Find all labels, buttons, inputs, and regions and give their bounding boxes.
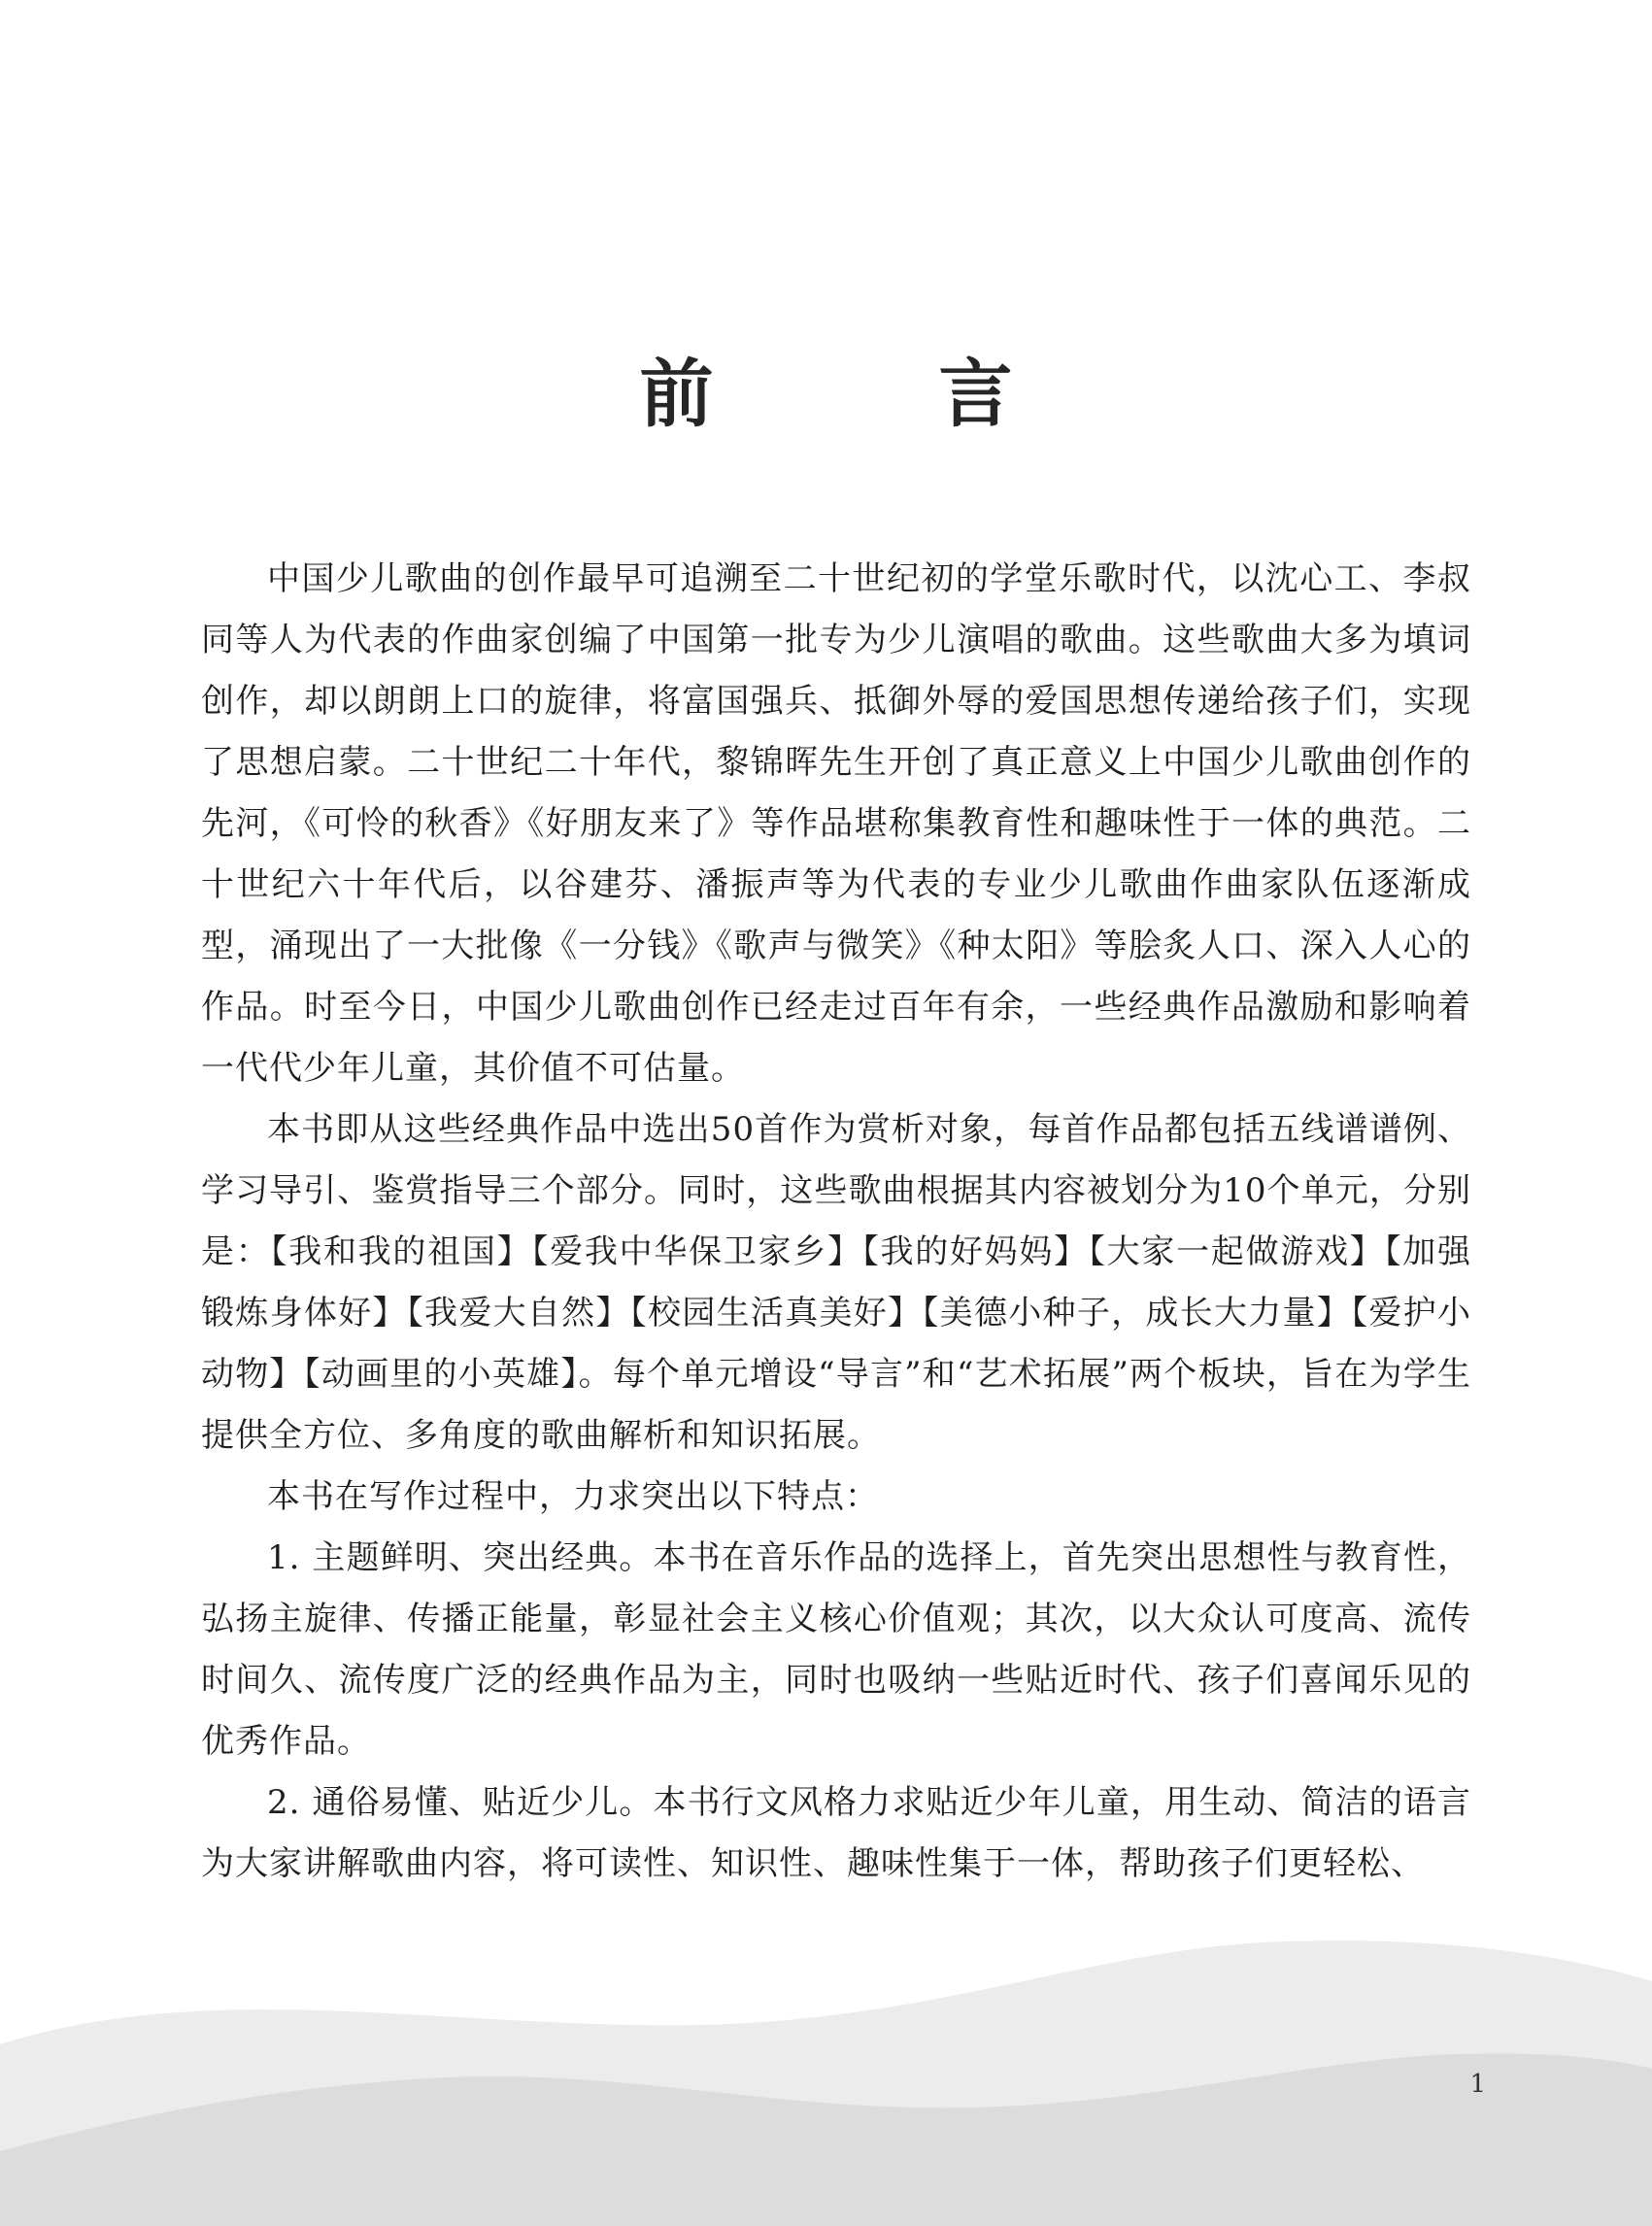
page-number: 1 (1469, 2070, 1486, 2099)
paragraph-feature-1: 1. 主题鲜明、突出经典。本书在音乐作品的选择上，首先突出思想性与教育性，弘扬主旋律、传播正能量，彰显社会主义核心价值观；其次，以大众认可度高、流传时间久、流传度广泛的经典作品为主，同时也吸纳一些贴近时代、孩子们喜闻乐见的优秀作品。 (201, 1538, 1471, 1761)
paragraph-book-structure: 本书即从这些经典作品中选出50首作为赏析对象，每首作品都包括五线谱谱例、学习导引、鉴赏指导三个部分。同时，这些歌曲根据其内容被划分为10个单元，分别是：【我和我的祖国】【爱我中华保卫家乡】【我的好妈妈】【大家一起做游戏】【加强锻炼身体好】【我爱大自然】【校园生活真美好】【美德小种子，成长大力量】【爱护小动物】【动画里的小英雄】。每个单元增设“导言”和“艺术拓展”两个板块，旨在为学生提供全方位、多角度的歌曲解析和知识拓展。 (201, 1110, 1471, 1455)
preface-body (201, 549, 1471, 1895)
paragraph-features-intro: 本书在写作过程中，力求突出以下特点： (267, 1477, 879, 1516)
page-title: 前 言 (639, 351, 1089, 437)
paragraph-history: 中国少儿歌曲的创作最早可追溯至二十世纪初的学堂乐歌时代，以沈心工、李叔同等人为代表的作曲家创编了中国第一批专为少儿演唱的歌曲。这些歌曲大多为填词创作，却以朗朗上口的旋律，将富国强兵、抵御外辱的爱国思想传递给孩子们，实现了思想启蒙。二十世纪二十年代，黎锦晖先生开创了真正意义上中国少儿歌曲创作的先河，《可怜的秋香》《好朋友来了》等作品堪称集教育性和趣味性于一体的典范。二十世纪六十年代后，以谷建芬、潘振声等为代表的专业少儿歌曲作曲家队伍逐渐成型，涌现出了一大批像《一分钱》《歌声与微笑》《种太阳》等脍炙人口、深入人心的作品。时至今日，中国少儿歌曲创作已经走过百年有余，一些经典作品激励和影响着一代代少年儿童，其价值不可估量。 (201, 559, 1471, 1088)
paragraph-feature-2: 2. 通俗易懂、贴近少儿。本书行文风格力求贴近少年儿童，用生动、简洁的语言为大家讲解歌曲内容，将可读性、知识性、趣味性集于一体，帮助孩子们更轻松、 (201, 1783, 1471, 1883)
